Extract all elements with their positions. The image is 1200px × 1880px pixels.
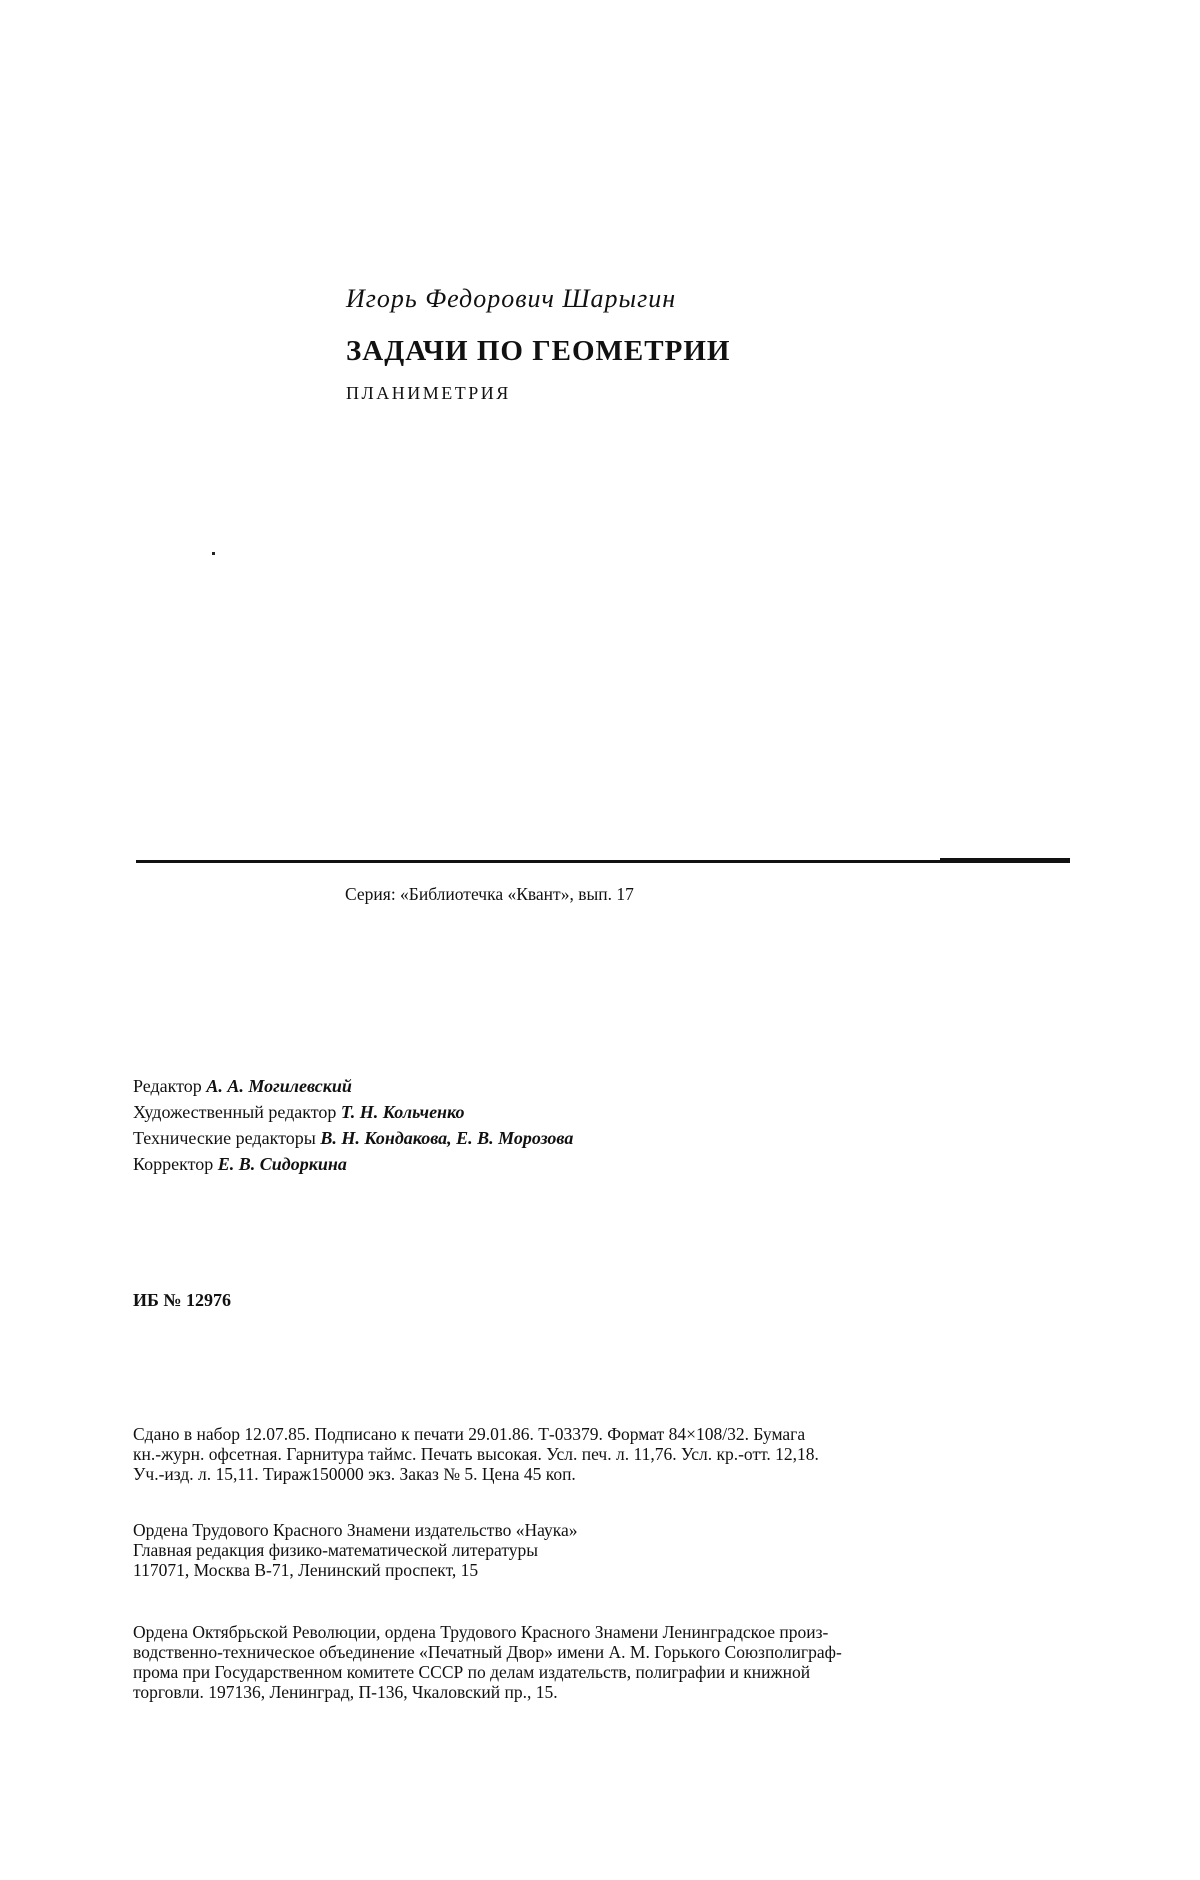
publisher-line: Главная редакция физико-математической литературы xyxy=(133,1540,539,1560)
credit-name: Е. В. Сидоркина xyxy=(217,1154,347,1174)
imprint-line: кн.-журн. офсетная. Гарнитура таймс. Печать высокая. Усл. печ. л. 11,76. Усл. кр.-отт. 12,18. xyxy=(133,1444,819,1464)
publisher-block xyxy=(133,1520,1077,1580)
book-title: ЗАДАЧИ ПО ГЕОМЕТРИИ xyxy=(346,335,731,367)
credit-name: А. А. Могилевский xyxy=(206,1076,352,1096)
credit-art-editor xyxy=(133,1099,573,1125)
book-subtitle: ПЛАНИМЕТРИЯ xyxy=(346,383,511,403)
publisher-line: 117071, Москва В-71, Ленинский проспект, 15 xyxy=(133,1560,479,1580)
horizontal-rule-thick-end xyxy=(940,858,1070,861)
publisher-line: Ордена Трудового Красного Знамени издательство «Наука» xyxy=(133,1520,578,1540)
credit-proofreader xyxy=(133,1151,573,1177)
credit-role: Технические редакторы xyxy=(133,1128,316,1148)
imprint-line: Уч.-изд. л. 15,11. Тираж150000 экз. Заказ № 5. Цена 45 коп. xyxy=(133,1464,576,1484)
series-line: Серия: «Библиотечка «Квант», вып. 17 xyxy=(345,884,634,904)
book-author: Игорь Федорович Шарыгин xyxy=(346,284,677,313)
printer-block xyxy=(133,1622,1077,1702)
credit-role: Редактор xyxy=(133,1076,202,1096)
stray-dot xyxy=(212,552,215,555)
credit-name: Т. Н. Кольченко xyxy=(340,1102,465,1122)
credits-block xyxy=(133,1073,573,1177)
credit-tech-editors xyxy=(133,1125,573,1151)
horizontal-rule xyxy=(136,860,1070,863)
printer-line: Ордена Октябрьской Революции, ордена Трудового Красного Знамени Ленинградское произ- xyxy=(133,1622,829,1642)
credit-editor xyxy=(133,1073,573,1099)
ib-number: ИБ № 12976 xyxy=(133,1290,231,1310)
credit-role: Художественный редактор xyxy=(133,1102,337,1122)
credit-name: В. Н. Кондакова, Е. В. Морозова xyxy=(320,1128,574,1148)
printer-line: торговли. 197136, Ленинград, П-136, Чкаловский пр., 15. xyxy=(133,1682,558,1702)
imprint-block xyxy=(133,1424,1077,1484)
imprint-line: Сдано в набор 12.07.85. Подписано к печати 29.01.86. Т-03379. Формат 84×108/32. Бумага xyxy=(133,1424,806,1444)
printer-line: водственно-техническое объединение «Печатный Двор» имени А. М. Горького Союзполиграф- xyxy=(133,1642,842,1662)
credit-role: Корректор xyxy=(133,1154,214,1174)
printer-line: прома при Государственном комитете СССР по делам издательств, полиграфии и книжной xyxy=(133,1662,811,1682)
